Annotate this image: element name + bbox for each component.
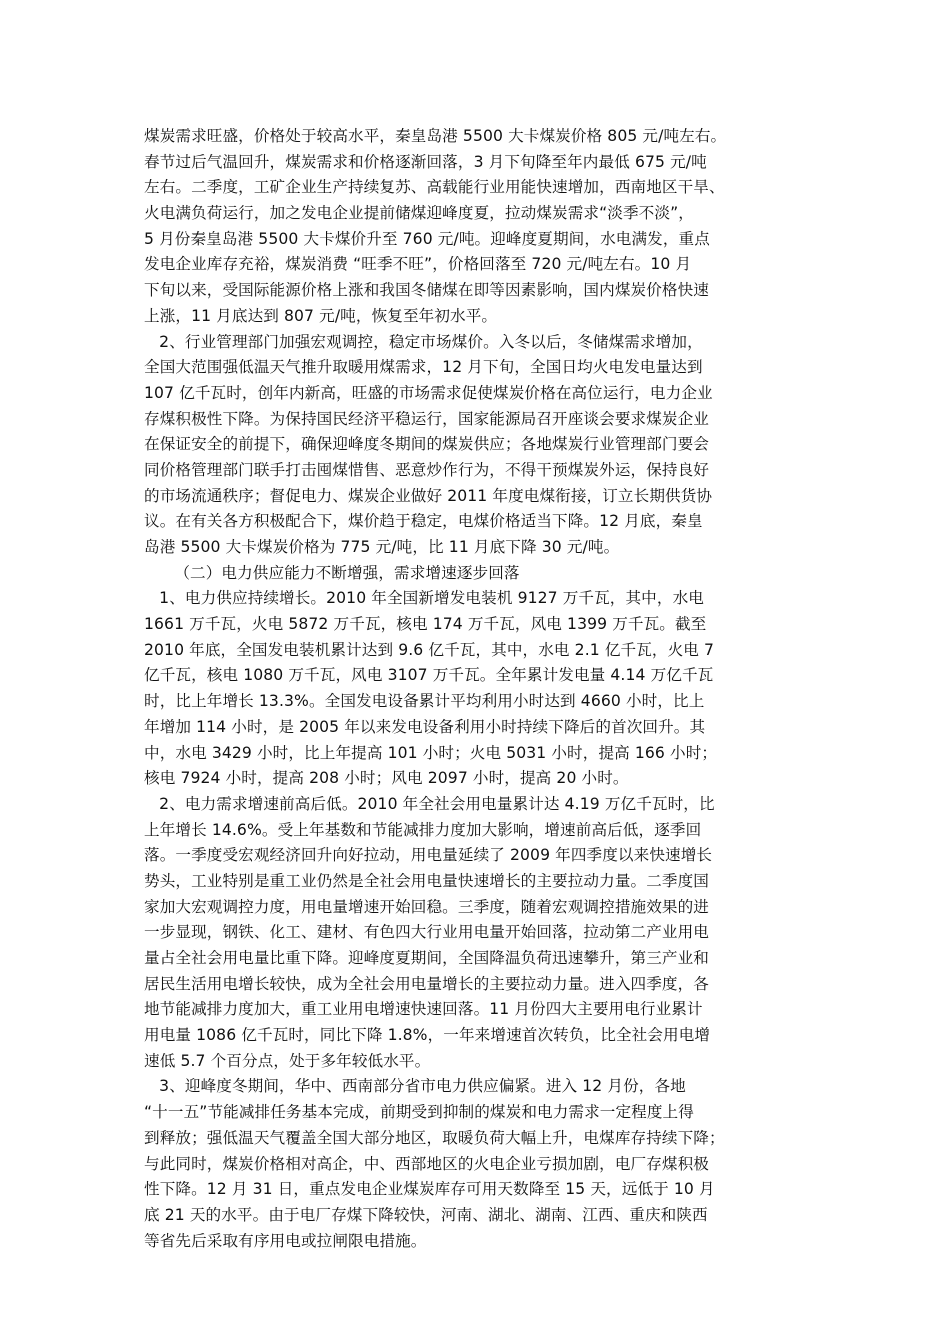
text-line: 2010 年底，全国发电装机累计达到 9.6 亿千瓦，其中，水电 2.1 亿千瓦，火电 7 — [144, 640, 715, 659]
text-line: 势头，工业特别是重工业仍然是全社会用电量快速增长的主要拉动力量。二季度国 — [144, 871, 709, 890]
text-line: 2、电力需求增速前高后低。2010 年全社会用电量累计达 4.19 万亿千瓦时，比 — [144, 794, 715, 813]
document-body — [144, 124, 812, 1254]
text-line: 上涨，11 月底达到 807 元/吨，恢复至年初水平。 — [144, 306, 498, 325]
text-line: 年增加 114 小时，是 2005 年以来发电设备利用小时持续下降后的首次回升。其 — [144, 717, 706, 736]
text-line: “十一五”节能减排任务基本完成，前期受到抑制的煤炭和电力需求一定程度上得 — [144, 1103, 694, 1122]
text-line: 3、迎峰度冬期间，华中、西南部分省市电力供应偏紧。进入 12 月份，各地 — [144, 1077, 686, 1096]
text-line: 与此同时，煤炭价格相对高企，中、西部地区的火电企业亏损加剧，电厂存煤积极 — [144, 1154, 709, 1173]
text-line: 时，比上年增长 13.3%。全国发电设备累计平均利用小时达到 4660 小时，比上 — [144, 692, 705, 711]
text-line: 煤炭需求旺盛，价格处于较高水平，秦皇岛港 5500 大卡煤炭价格 805 元/吨左右。 — [144, 127, 727, 145]
text-line: 居民生活用电增长较快，成为全社会用电量增长的主要拉动力量。进入四季度，各 — [144, 974, 709, 993]
text-line: 岛港 5500 大卡煤炭价格为 775 元/吨，比 11 月底下降 30 元/吨。 — [144, 538, 620, 556]
text-line: 2、行业管理部门加强宏观调控，稳定市场煤价。入冬以后，冬储煤需求增加， — [144, 332, 703, 351]
text-line: 左右。二季度，工矿企业生产持续复苏、高载能行业用能快速增加，西南地区干旱、 — [144, 178, 725, 197]
text-line: 家加大宏观调控力度，用电量增速开始回稳。三季度，随着宏观调控措施效果的进 — [144, 897, 709, 916]
text-line: 落。一季度受宏观经济回升向好拉动，用电量延续了 2009 年四季度以来快速增长 — [144, 846, 713, 865]
text-line: 性下降。12 月 31 日，重点发电企业煤炭库存可用天数降至 15 天，远低于 10 月 — [144, 1180, 715, 1199]
text-line: 1661 万千瓦，火电 5872 万千瓦，核电 174 万千瓦，风电 1399 万千瓦。截至 — [144, 615, 707, 634]
text-line: 到释放；强低温天气覆盖全国大部分地区，取暖负荷大幅上升，电煤库存持续下降； — [144, 1128, 725, 1147]
text-line: 核电 7924 小时，提高 208 小时；风电 2097 小时，提高 20 小时。 — [144, 769, 629, 788]
text-line: 5 月份秦皇岛港 5500 大卡煤价升至 760 元/吨。迎峰度夏期间，水电满发，重点 — [144, 229, 710, 248]
text-line: 下旬以来，受国际能源价格上涨和我国冬储煤在即等因素影响，国内煤炭价格快速 — [144, 281, 709, 300]
text-line: 全国大范围强低温天气推升取暖用煤需求，12 月下旬，全国日均火电发电量达到 — [144, 358, 703, 377]
text-line: 在保证安全的前提下，确保迎峰度冬期间的煤炭供应；各地煤炭行业管理部门要会 — [144, 435, 709, 454]
text-line: 的市场流通秩序；督促电力、煤炭企业做好 2011 年度电煤衔接，订立长期供货协 — [144, 486, 713, 505]
text-line: 等省先后采取有序用电或拉闸限电措施。 — [144, 1231, 427, 1250]
text-line: 亿千瓦，核电 1080 万千瓦，风电 3107 万千瓦。全年累计发电量 4.14 万亿千瓦 — [144, 666, 714, 685]
text-line: 同价格管理部门联手打击囤煤惜售、恶意炒作行为，不得干预煤炭外运，保持良好 — [144, 460, 709, 479]
text-line: 一步显现，钢铁、化工、建材、有色四大行业用电量开始回落，拉动第二产业用电 — [144, 923, 709, 942]
text-line: 发电企业库存充裕，煤炭消费 “旺季不旺”，价格回落至 720 元/吨左右。10 月 — [144, 255, 692, 274]
text-line: 107 亿千瓦时，创年内新高，旺盛的市场需求促使煤炭价格在高位运行，电力企业 — [144, 383, 713, 402]
text-line: 存煤积极性下降。为保持国民经济平稳运行，国家能源局召开座谈会要求煤炭企业 — [144, 409, 709, 428]
text-line: 量占全社会用电量比重下降。迎峰度夏期间，全国降温负荷迅速攀升，第三产业和 — [144, 949, 709, 967]
text-line: 上年增长 14.6%。受上年基数和节能减排力度加大影响，增速前高后低，逐季回 — [144, 820, 702, 839]
text-line: 火电满负荷运行，加之发电企业提前储煤迎峰度夏，拉动煤炭需求“淡季不淡”， — [144, 204, 694, 223]
text-line: 议。在有关各方积极配合下，煤价趋于稳定，电煤价格适当下降。12 月底，秦皇 — [144, 512, 703, 531]
text-line: 中，水电 3429 小时，比上年提高 101 小时；火电 5031 小时，提高 166 小时； — [144, 743, 718, 762]
text-line: 底 21 天的水平。由于电厂存煤下降较快，河南、湖北、湖南、江西、重庆和陕西 — [144, 1205, 708, 1224]
text-line: 地节能减排力度加大，重工业用电增速快速回落。11 月份四大主要用电行业累计 — [144, 1000, 703, 1019]
text-line: 用电量 1086 亿千瓦时，同比下降 1.8%，一年来增速首次转负，比全社会用电增 — [144, 1026, 711, 1045]
text-line: 春节过后气温回升，煤炭需求和价格逐渐回落，3 月下旬降至年内最低 675 元/吨 — [144, 152, 707, 171]
text-line: 速低 5.7 个百分点，处于多年较低水平。 — [144, 1051, 431, 1070]
text-line: （二）电力供应能力不断增强，需求增速逐步回落 — [144, 563, 520, 582]
text-line: 1、电力供应持续增长。2010 年全国新增发电装机 9127 万千瓦，其中，水电 — [144, 589, 704, 608]
